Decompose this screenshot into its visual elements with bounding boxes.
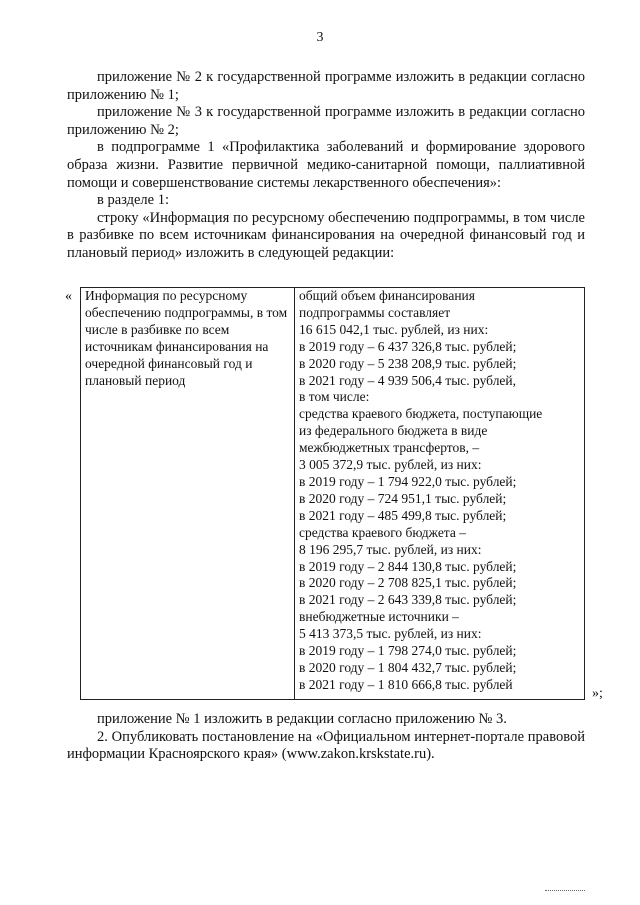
- funding-line: в том числе:: [299, 389, 370, 405]
- funding-line: в 2019 году – 1 794 922,0 тыс. рублей;: [299, 473, 517, 489]
- paragraph: в разделе 1:: [97, 192, 170, 209]
- funding-line: подпрограммы составляет: [299, 304, 451, 320]
- funding-line: в 2021 году – 1 810 666,8 тыс. рублей: [299, 676, 513, 692]
- scan-mark: [545, 890, 585, 894]
- paragraph: приложение № 3 к государственной программе изложить в редакции согласно приложению № 2;: [67, 104, 585, 138]
- document-body-end: [67, 711, 585, 764]
- paragraph: в подпрограмме 1 «Профилактика заболеваний и формирование здорового образа жизни. Развитие первичной медико-санитарной помощи, паллиативной помощи и совершенствование системы лекарственного обеспечения»:: [67, 139, 585, 191]
- funding-table: [80, 287, 590, 702]
- funding-line: в 2019 году – 6 437 326,8 тыс. рублей;: [299, 338, 517, 354]
- table-close-quote: »;: [592, 686, 603, 701]
- page-number: 3: [316, 30, 324, 45]
- table-open-quote: «: [65, 289, 72, 304]
- document-body: [67, 69, 585, 263]
- funding-line: в 2019 году – 1 798 274,0 тыс. рублей;: [299, 643, 517, 659]
- funding-line: внебюджетные источники –: [299, 609, 459, 625]
- funding-line: в 2019 году – 2 844 130,8 тыс. рублей;: [299, 558, 517, 574]
- funding-line: в 2021 году – 4 939 506,4 тыс. рублей,: [299, 372, 517, 388]
- funding-line: из федерального бюджета в виде: [299, 423, 488, 439]
- funding-line: 8 196 295,7 тыс. рублей, из них:: [299, 541, 482, 557]
- funding-line: средства краевого бюджета –: [299, 524, 466, 540]
- paragraph: 2. Опубликовать постановление на «Официальном интернет-портале правовой информации Красноярского края» (www.zakon.krskstate.ru).: [67, 728, 585, 763]
- table-row: [81, 288, 585, 700]
- funding-line: в 2020 году – 2 708 825,1 тыс. рублей;: [299, 575, 517, 591]
- paragraph: приложение № 1 изложить в редакции согласно приложению № 3.: [97, 711, 507, 727]
- funding-line: в 2020 году – 5 238 208,9 тыс. рублей;: [299, 355, 517, 371]
- funding-line: в 2020 году – 724 951,1 тыс. рублей;: [299, 490, 507, 506]
- funding-line: межбюджетных трансфертов, –: [299, 440, 480, 456]
- funding-line: 16 615 042,1 тыс. рублей, из них:: [299, 321, 489, 337]
- paragraph: строку «Информация по ресурсному обеспечению подпрограммы, в том числе в разбивке по всем источникам финансирования на очередной финансовый год и плановый период» изложить в следующей редакции:: [67, 209, 585, 261]
- funding-line: в 2020 году – 1 804 432,7 тыс. рублей;: [299, 659, 517, 675]
- table-cell-values: [295, 288, 585, 700]
- funding-line: в 2021 году – 485 499,8 тыс. рублей;: [299, 507, 507, 523]
- funding-line: общий объем финансирования: [299, 288, 475, 303]
- funding-line: в 2021 году – 2 643 339,8 тыс. рублей;: [299, 592, 517, 608]
- funding-line: средства краевого бюджета, поступающие: [299, 406, 543, 422]
- funding-line: 3 005 372,9 тыс. рублей, из них:: [299, 457, 482, 473]
- table-cell-label: Информация по ресурсному обеспечению подпрограммы, в том числе в разбивке по всем источникам финансирования на очередной финансовый год и плановый период: [81, 288, 295, 700]
- paragraph: приложение № 2 к государственной программе изложить в редакции согласно приложению № 1;: [67, 69, 585, 103]
- funding-line: 5 413 373,5 тыс. рублей, из них:: [299, 626, 482, 642]
